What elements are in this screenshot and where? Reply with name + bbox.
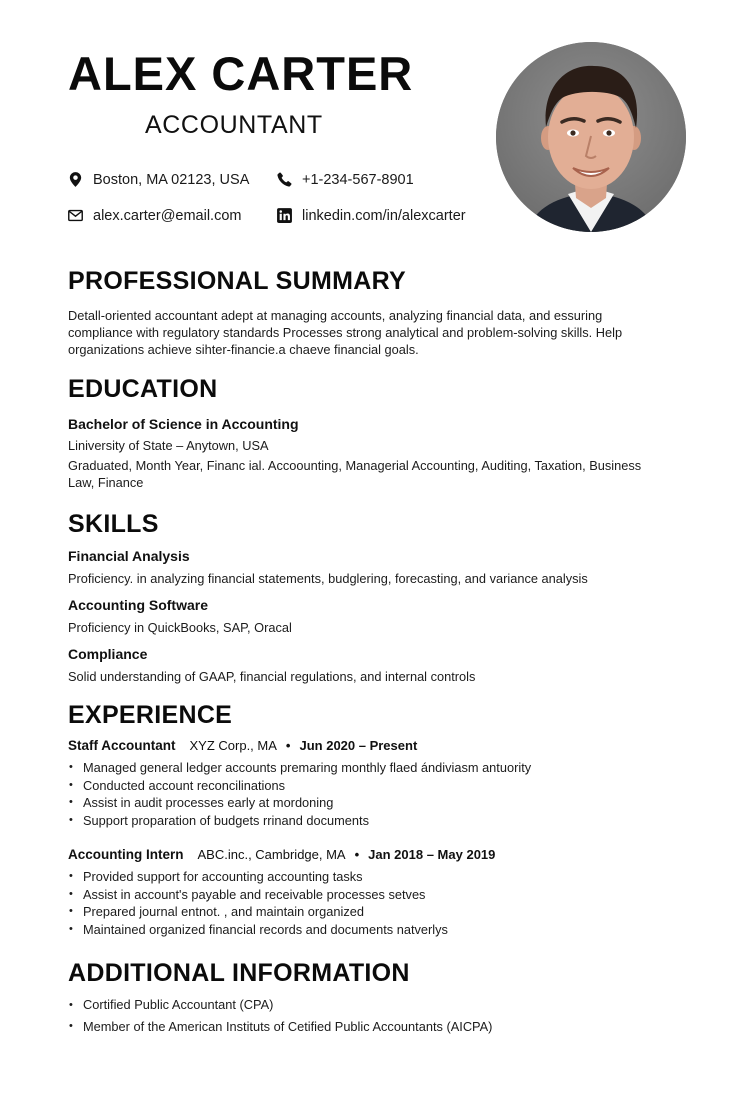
list-item: • Maintained organized financial records and documents natverlys: [68, 921, 448, 939]
job-role: Accounting Intern: [68, 847, 184, 862]
list-item: • Member of the American Instituts of Cetified Public Accountants (AICPA): [68, 1018, 492, 1036]
job-company: ABC.inc., Cambridge, MA: [197, 847, 346, 862]
list-item: • Cortified Public Accountant (CPA): [68, 996, 492, 1018]
skill-description: Proficiency. in analyzing financial statements, budglering, forecasting, and variance analysis: [68, 571, 588, 586]
contact-linkedin: [276, 207, 466, 224]
linkedin-text: linkedin.com/in/alexcarter: [302, 207, 466, 224]
person-portrait-icon: [496, 42, 686, 232]
list-item: • Prepared journal entnot. , and maintain organized: [68, 903, 448, 921]
summary-line: organizations achieve sihter-financie.a chaeve financial goals.: [68, 342, 419, 357]
separator-dot: •: [354, 847, 360, 862]
job-dates: Jan 2018 – May 2019: [368, 847, 496, 862]
job-title: ACCOUNTANT: [145, 111, 323, 139]
location-pin-icon: [67, 171, 84, 188]
contact-email: [67, 207, 241, 224]
contact-phone: [276, 171, 414, 188]
job-role: Staff Accountant: [68, 738, 176, 753]
email-text: alex.carter@email.com: [93, 207, 242, 224]
summary-line: compliance with regulatory standards Processes strong analytical and problem-solving skills. Help: [68, 325, 623, 340]
skill-description: Solid understanding of GAAP, financial regulations, and internal controls: [68, 669, 476, 684]
location-text: Boston, MA 02123, USA: [93, 171, 250, 188]
list-item: • Provided support for accounting accounting tasks: [68, 868, 448, 886]
skills-heading: SKILLS: [68, 510, 159, 538]
separator-dot: •: [285, 738, 291, 753]
experience-heading: EXPERIENCE: [68, 701, 233, 729]
profile-photo: [496, 42, 686, 232]
job-header: [68, 738, 417, 753]
education-heading: EDUCATION: [68, 375, 218, 403]
summary-line: Detall-oriented accountant adept at managing accounts, analyzing financial data, and essuring: [68, 308, 603, 323]
phone-text: +1-234-567-8901: [302, 171, 414, 188]
summary-text: [68, 307, 688, 358]
job-header: [68, 847, 495, 862]
skill-name: Accounting Software: [68, 597, 209, 613]
job-dates: Jun 2020 – Present: [299, 738, 418, 753]
job-bullets: [68, 759, 531, 829]
phone-icon: [276, 171, 293, 188]
list-item: • Managed general ledger accounts premaring monthly flaed ándiviasm antuority: [68, 759, 531, 777]
additional-heading: ADDITIONAL INFORMATION: [68, 959, 410, 987]
education-details-line: Law, Finance: [68, 475, 144, 490]
list-item: • Assist in audit processes early at mordoning: [68, 794, 531, 812]
school-text: Liniversity of State – Anytown, USA: [68, 438, 269, 453]
degree-title: Bachelor of Science in Accounting: [68, 416, 299, 432]
skill-name: Financial Analysis: [68, 548, 190, 564]
skill-name: Compliance: [68, 646, 148, 662]
education-details: [68, 457, 693, 491]
linkedin-icon: [276, 207, 293, 224]
additional-list: [68, 996, 492, 1036]
candidate-name: ALEX CARTER: [68, 47, 414, 100]
envelope-icon: [67, 207, 84, 224]
contact-location: [67, 171, 249, 188]
job-bullets: [68, 868, 448, 938]
skill-description: Proficiency in QuickBooks, SAP, Oracal: [68, 620, 292, 635]
list-item: • Support proparation of budgets rrinand documents: [68, 812, 531, 830]
job-company: XYZ Corp., MA: [189, 738, 277, 753]
list-item: • Conducted account reconcilinations: [68, 777, 531, 795]
summary-heading: PROFESSIONAL SUMMARY: [68, 267, 406, 295]
list-item: • Assist in account's payable and receivable processes setves: [68, 886, 448, 904]
education-details-line: Graduated, Month Year, Financ ial. Accoounting, Managerial Accounting, Auditing, Taxation, Business: [68, 458, 642, 473]
